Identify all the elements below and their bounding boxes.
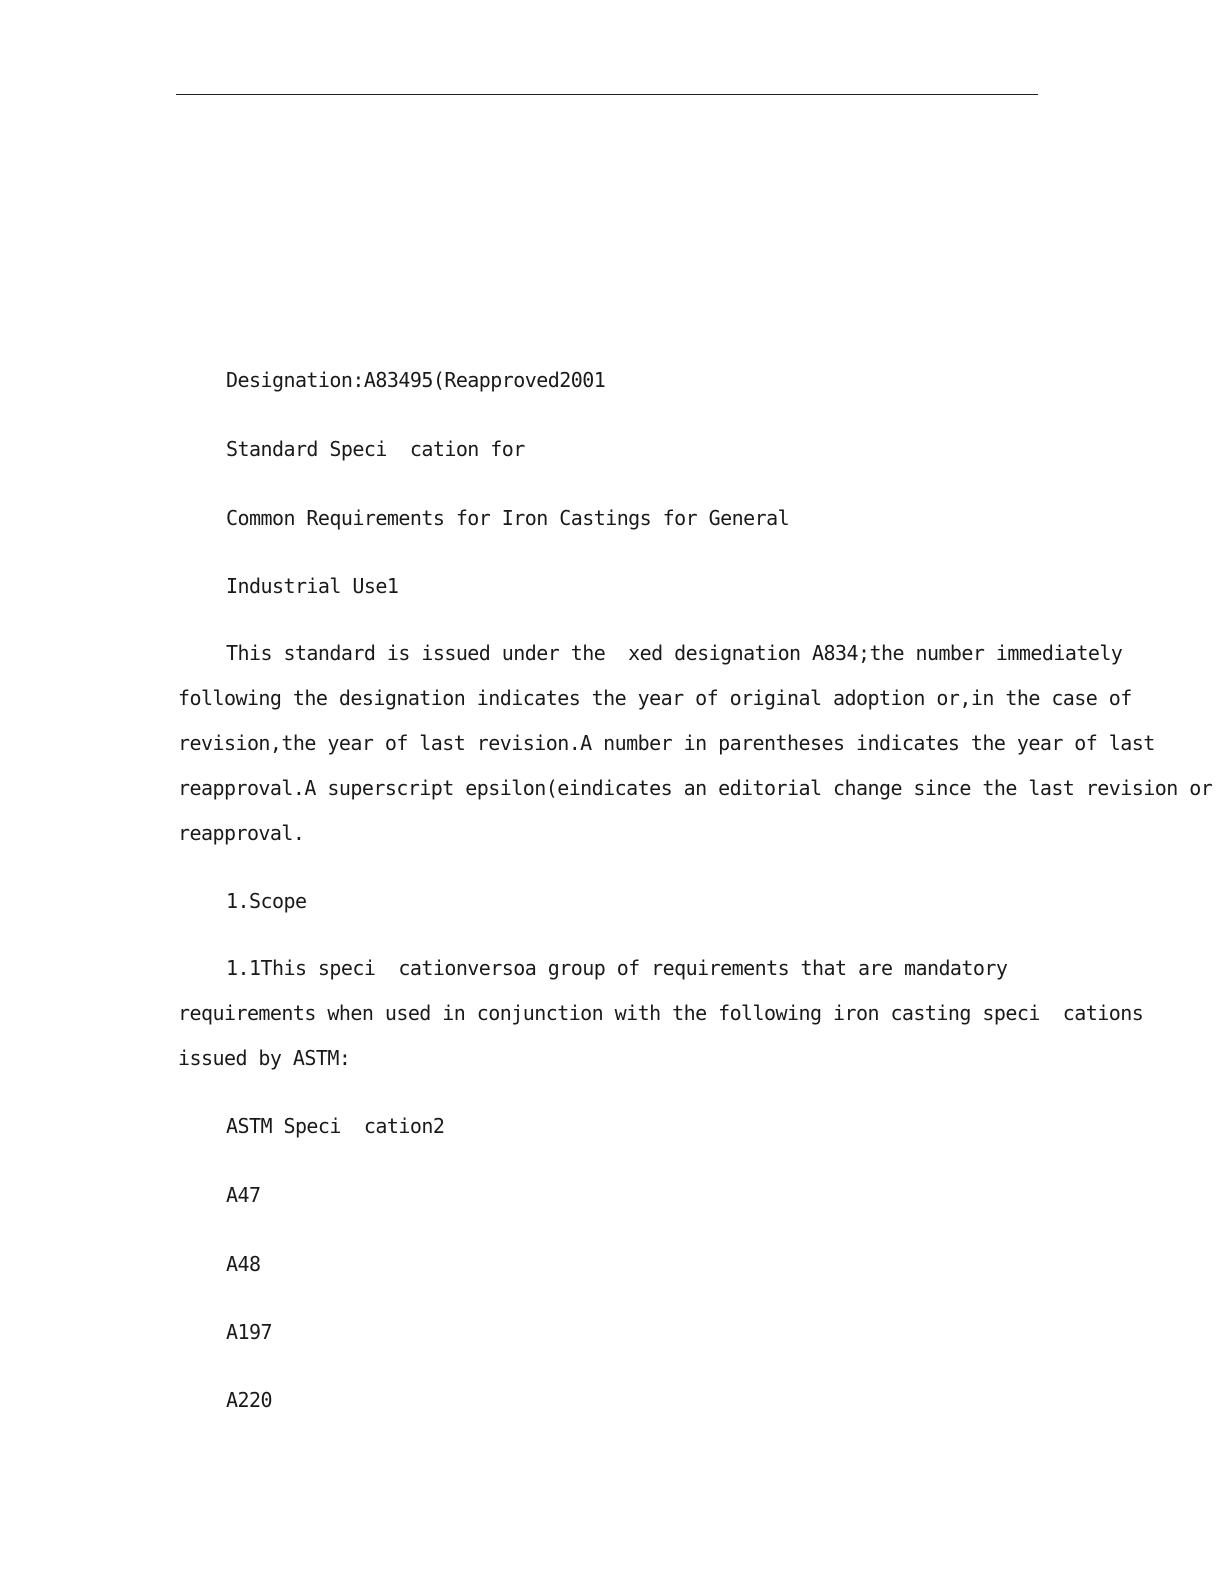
scope-line: requirements when used in conjunction with the following iron casting speci cations xyxy=(178,1001,1144,1025)
section-heading-scope: 1.Scope xyxy=(226,889,307,913)
spec-item: A48 xyxy=(226,1252,261,1276)
scope-line: issued by ASTM: xyxy=(178,1046,351,1070)
intro-line: revision,the year of last revision.A number in parentheses indicates the year of last xyxy=(178,731,1155,755)
header-rule xyxy=(176,94,1038,95)
spec-item: A47 xyxy=(226,1183,261,1207)
intro-line: This standard is issued under the xed designation A834;the number immediately xyxy=(226,641,1123,665)
scope-paragraph xyxy=(178,946,1218,1081)
intro-line: reapproval.A superscript epsilon(eindicates an editorial change since the last revision or xyxy=(178,776,1213,800)
scope-line: 1.1This speci cationversoa group of requirements that are mandatory xyxy=(226,956,1008,980)
spec-item: A220 xyxy=(226,1388,272,1412)
designation-line: Designation:A83495(Reapproved2001 xyxy=(226,368,606,392)
title-line-1: Standard Speci cation for xyxy=(226,437,525,461)
spec-item: A197 xyxy=(226,1320,272,1344)
intro-line: reapproval. xyxy=(178,821,305,845)
spec-heading: ASTM Speci cation2 xyxy=(226,1114,445,1138)
intro-paragraph xyxy=(178,631,1218,856)
intro-line: following the designation indicates the year of original adoption or,in the case of xyxy=(178,686,1132,710)
title-line-2: Common Requirements for Iron Castings for General xyxy=(226,506,790,530)
title-line-3: Industrial Use1 xyxy=(226,574,399,598)
